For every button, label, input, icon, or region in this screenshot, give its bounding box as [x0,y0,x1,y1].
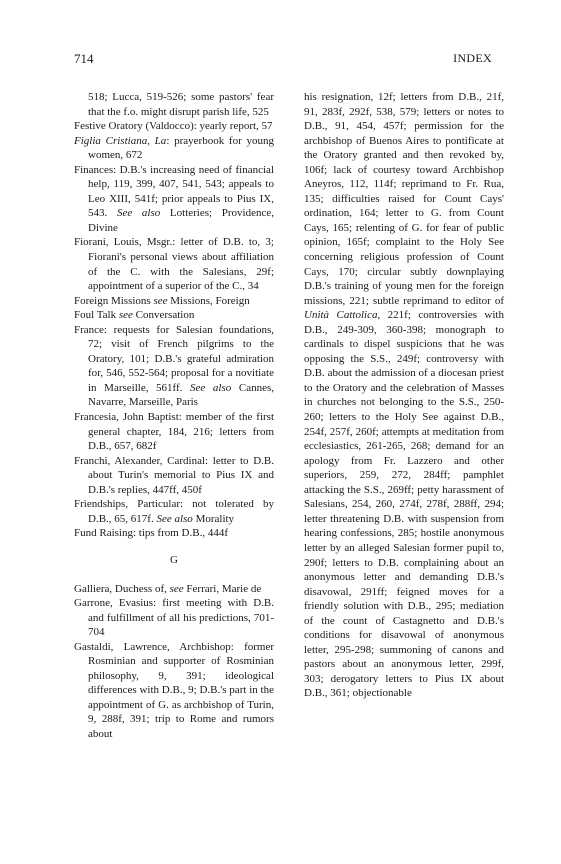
entry-text: Gastaldi, Lawrence, Archbishop: former Rosminian and supporter of Rosminian philosophy, 9, 391; ideological differences with D.B., 9; D.B.'s part in the appointment of G. as archbishop of Turin, 9, 288f, 391; trip to Rome and rumors about [74,640,274,740]
italic-text: Figlia Cristiana, La [74,134,167,147]
index-entry [74,119,274,134]
entry-text: Conversation [132,309,195,322]
italic-text: see [118,309,133,322]
entry-text: G [170,553,178,566]
index-entry [74,163,274,236]
index-entry [74,454,274,498]
entry-text: Francesia, John Baptist: member of the first general chapter, 184, 216; letters from D.B., 657, 682f [74,411,274,453]
entry-text: Foreign Missions [74,294,154,307]
entry-text: Cannes, Navarre, Marseille, Paris [88,381,275,409]
entry-text: Ferrari, Marie de [183,582,262,595]
index-entry [74,134,274,163]
entry-text: Garrone, Evasius: first meeting with D.B. and fulfillment of all his predictions, 701-704 [74,597,274,639]
entry-text: Galliera, Duchess of, [74,582,170,595]
index-entry [74,497,274,526]
italic-text: See also [190,381,232,394]
index-entry [74,308,274,323]
entry-text: 518; Lucca, 519-526; some pastors' fear that the f.o. might disrupt parish life, 525 [88,91,274,118]
entry-text: Lotteries; Providence, Divine [88,207,274,234]
italic-text: See also [116,207,161,220]
section-letter [74,553,274,568]
index-entry-continued [74,90,274,119]
italic-text: see [169,582,184,595]
entry-text: : prayerbook for young women, 672 [88,134,274,162]
entry-text: France: requests for Salesian foundations, 72; visit of French pilgrims to the Oratory, 101; D.B.'s grateful admiration for, 546, 552-564; proposal for a novitiate in Marseille, 561ff. [74,323,274,394]
page-number: 714 [74,51,94,66]
italic-text: see [153,294,168,307]
index-column-right [304,90,504,701]
index-entry [74,323,274,410]
entry-text: Friendships, Particular: not tolerated by D.B., 65, 617f. [74,498,274,525]
index-entry [74,294,274,309]
entry-text: Festive Oratory (Valdocco): yearly report, 57 [74,120,273,133]
entry-text: , 221f; controversies with D.B., 249-309, 360-398; monograph to cardinals to dispel suspicions that he was opposing the S.S., 249f; controversy with D.B. about the admission of a diocesan priest to the Oratory and the celebration of Masses in churches not belonging to the S.S., 250-260; letters to the Holy See against D.B., 254f, 257f, 260f; attempts at meditation from ecclesiastics, 261-265, 268; demand for an apology from Fr. Lazzero and other superiors, 259, 272, 284ff; pamphlet attacking the S.S., 269ff; petty harassment of Salesians, 254, 260, 274f, 278f, 288ff, 294; letter threatening D.B. with suspension from hearing confessions, 285; hostile anonymous letter by an alleged Salesian former pupil to, 290f; letters to D.B. complaining about an anonymous letter and demanding D.B.'s disavowal, 291ff; feigned moves for a friendly solution with D.B., 295; mediation of the count of Castagnetto and D.B.'s conditions for disavowal of anonymous letter, 295-298; summoning of canons and pastors about an anonymous letter, 299f, 303; derogatory letters to Pius IX about D.B., 361; objectionable [304,309,504,700]
entry-text: Franchi, Alexander, Cardinal: letter to D.B. about Turin's memorial to Pius IX and D.B.'s replies, 447ff, 450f [74,454,274,496]
index-entry [74,526,274,541]
entry-text: Fiorani, Louis, Msgr.: letter of D.B. to, 3; Fiorani's personal views about affiliation of the C. with the Salesians, 29f; appointment of a superior of the C., 34 [74,236,274,293]
entry-text: Missions, Foreign [167,294,250,307]
running-head: INDEX [453,51,492,65]
entry-text: Morality [192,512,235,525]
index-entry-continued [304,90,504,701]
italic-text: Unità Cattolica [304,309,378,322]
index-entry [74,640,274,742]
index-entry [74,582,274,597]
entry-text: his resignation, 12f; letters from D.B., 21f, 91, 283f, 292f, 538, 579; letters or notes to D.B., 91, 454, 457f; permission for the archbishop of Buenos Aires to pontificate at the Oratory granted and then revoked by, 106f; lack of courtesy toward Archbishop Aneyros, 112, 114f; reprimand to Fr. Rua, 135; difficulties raised for Count Cays' ordination, 164; letter to G. from Count Cays, 165; relenting of G. for fear of public opinion, 165f; complaint to the Holy See concerning religious profession of Count Cays, 170; circular subtly downplaying D.B.'s training of young men for the foreign missions, 221; subtle reprimand to editor of [304,91,504,307]
italic-text: See also [156,512,193,525]
index-entry [74,410,274,454]
entry-text: Finances: D.B.'s increasing need of financial help, 119, 399, 407, 541, 543; appeals to Leo XIII, 541f; prior appeals to Pius IX, 543. [74,163,274,220]
index-entry [74,596,274,640]
entry-text: Foul Talk [74,309,119,322]
entry-text: Fund Raising: tips from D.B., 444f [74,527,229,540]
index-entry [74,235,274,293]
index-column-left [74,90,274,742]
